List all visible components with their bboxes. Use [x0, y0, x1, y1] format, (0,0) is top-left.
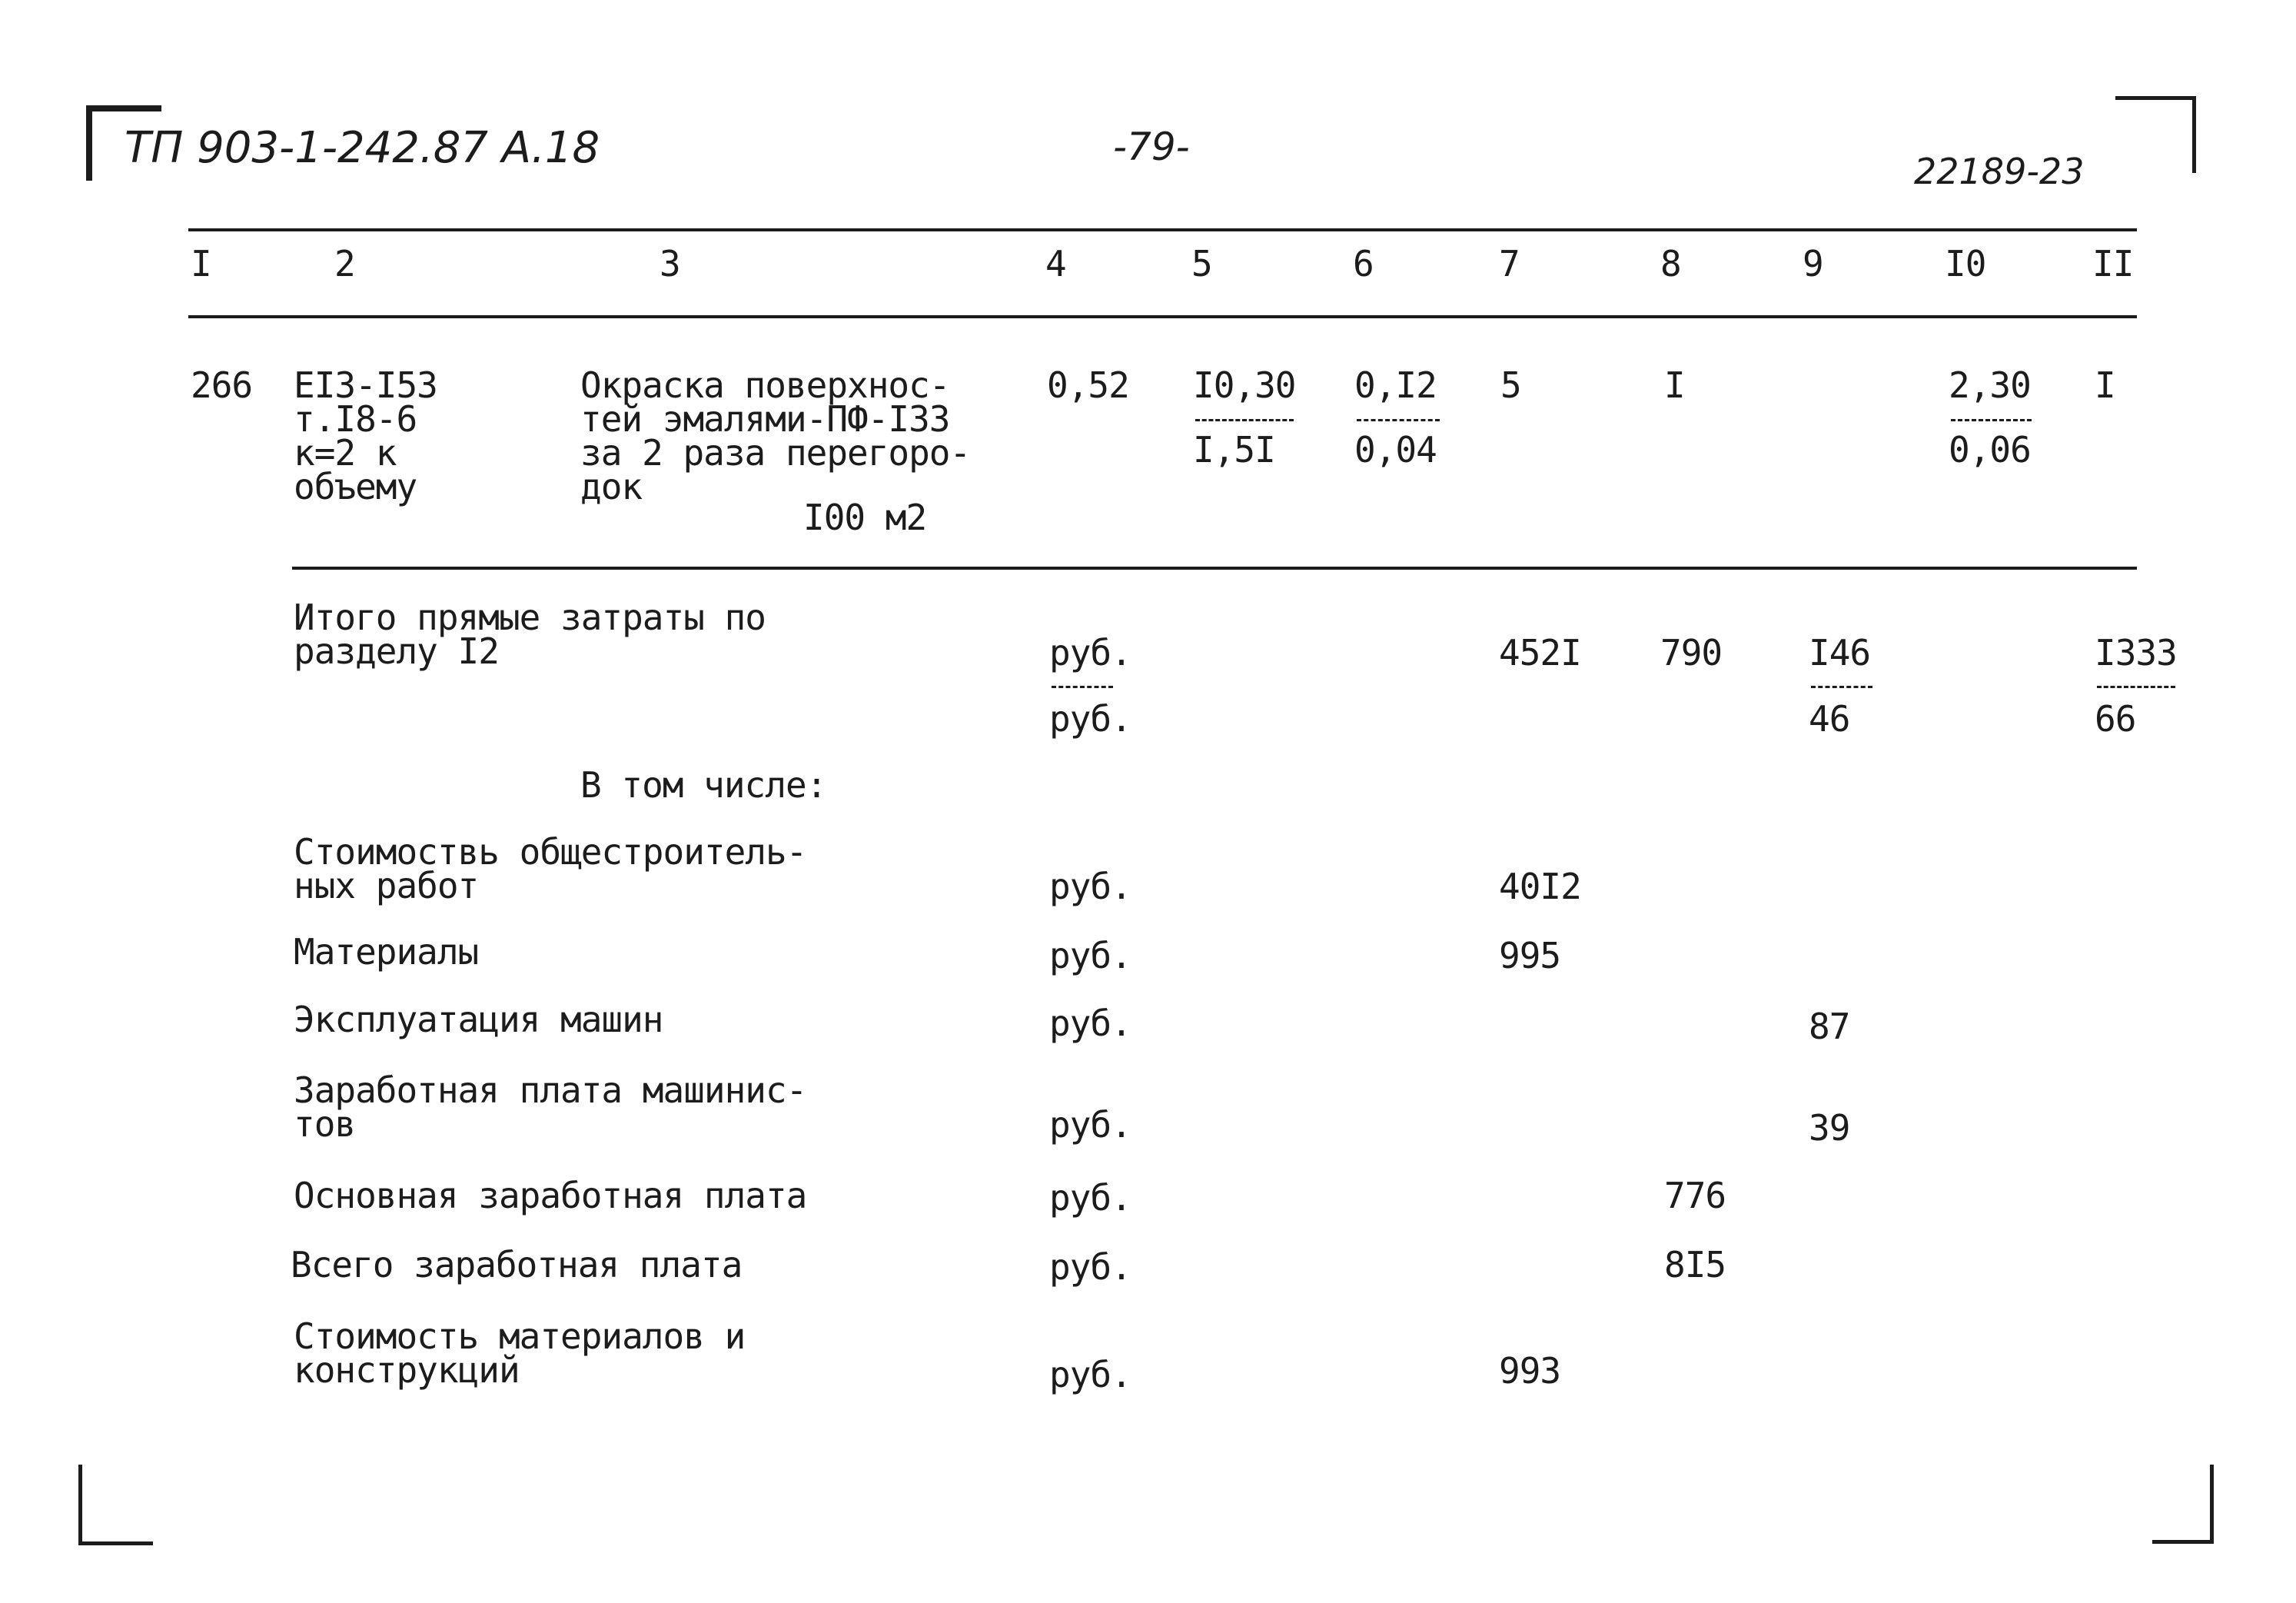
fraction-line	[1195, 419, 1294, 421]
row-col6-bottom: 0,04	[1354, 429, 1437, 471]
row-description-line: за 2 раза перегоро-	[580, 432, 971, 474]
total-col9-bottom: 46	[1809, 698, 1850, 740]
item-label-line: Материалы	[294, 931, 479, 973]
including-heading: В том числе:	[580, 764, 827, 806]
row-col5-top: I0,30	[1193, 364, 1296, 406]
row-col8: I	[1664, 364, 1685, 406]
total-col11-top: I333	[2095, 632, 2177, 673]
item-label-line: конструкций	[294, 1349, 520, 1391]
fraction-line	[1951, 419, 2032, 421]
total-label-line: Итого прямые затраты по	[294, 597, 766, 638]
row-col10-bottom: 0,06	[1949, 429, 2031, 471]
column-header: 4	[1045, 243, 1066, 284]
item-value: 776	[1664, 1175, 1726, 1216]
item-value: 87	[1809, 1006, 1850, 1047]
row-col10-top: 2,30	[1949, 364, 2031, 406]
row-col7: 5	[1500, 364, 1521, 406]
row-description-line: Окраска поверхнос-	[580, 364, 950, 406]
item-label-line: Заработная плата машинис-	[294, 1069, 807, 1111]
row-code-line: EI3-I53	[294, 364, 437, 406]
item-unit: руб.	[1049, 935, 1131, 976]
total-col8: 790	[1660, 632, 1723, 673]
column-header: 8	[1660, 243, 1681, 284]
row-col11: I	[2095, 364, 2115, 406]
corner-mark-top-right	[2115, 96, 2196, 173]
corner-mark-bottom-left	[78, 1465, 153, 1545]
total-col9-top: I46	[1809, 632, 1871, 673]
item-value: 993	[1499, 1350, 1561, 1392]
row-col5-bottom: I,5I	[1193, 429, 1275, 471]
column-header: II	[2092, 243, 2134, 284]
item-unit: руб.	[1049, 1003, 1131, 1044]
column-header: 3	[660, 243, 680, 284]
corner-mark-bottom-right	[2152, 1465, 2214, 1544]
column-header: 9	[1803, 243, 1823, 284]
row-unit: I00 м2	[803, 497, 927, 538]
column-header: I0	[1945, 243, 1986, 284]
row-code-line: т.I8-6	[294, 398, 417, 440]
total-unit-top: руб.	[1049, 632, 1131, 673]
doc-code: ТП 903-1-242.87 А.18	[125, 123, 600, 173]
column-header: 7	[1499, 243, 1520, 284]
total-col7: 452I	[1499, 632, 1581, 673]
column-header: 2	[334, 243, 355, 284]
column-header: 5	[1191, 243, 1212, 284]
total-label-line: разделу I2	[294, 630, 499, 672]
row-col6-top: 0,I2	[1354, 364, 1437, 406]
item-unit: руб.	[1049, 1246, 1131, 1288]
item-label-line: Эксплуатация машин	[294, 999, 663, 1040]
column-header: 6	[1353, 243, 1374, 284]
section-rule	[292, 567, 2137, 570]
total-unit-bottom: руб.	[1049, 698, 1131, 740]
item-label-line: ных работ	[294, 865, 479, 906]
item-label-line: Основная заработная плата	[294, 1175, 807, 1216]
row-number: 266	[191, 364, 253, 406]
item-unit: руб.	[1049, 1177, 1131, 1219]
row-col4: 0,52	[1047, 364, 1129, 406]
item-value: 995	[1499, 935, 1561, 976]
item-label-line: Всего заработная плата	[291, 1244, 743, 1285]
archive-number: 22189-23	[1914, 151, 2085, 192]
fraction-line	[1811, 686, 1872, 688]
row-description-line: тей эмалями-ПФ-I33	[580, 398, 950, 440]
row-code-line: объему	[294, 466, 417, 507]
item-unit: руб.	[1049, 1354, 1131, 1395]
fraction-line	[2097, 686, 2175, 688]
item-unit: руб.	[1049, 866, 1131, 907]
row-code-line: к=2 к	[294, 432, 397, 474]
item-label-line: тов	[294, 1103, 356, 1145]
column-header: I	[191, 243, 211, 284]
table-top-rule	[188, 228, 2137, 231]
page-number: -79-	[1113, 125, 1190, 169]
item-value: 39	[1809, 1107, 1850, 1149]
total-col11-bottom: 66	[2095, 698, 2136, 740]
item-label-line: Стоимоствь общестроитель-	[294, 831, 807, 873]
item-label-line: Стоимость материалов и	[294, 1315, 746, 1357]
row-description-line: док	[580, 466, 643, 507]
item-value: 8I5	[1664, 1244, 1726, 1285]
header-bottom-rule	[188, 315, 2137, 318]
fraction-line	[1357, 419, 1440, 421]
item-unit: руб.	[1049, 1104, 1131, 1146]
item-value: 40I2	[1499, 866, 1581, 907]
fraction-line	[1052, 686, 1113, 688]
